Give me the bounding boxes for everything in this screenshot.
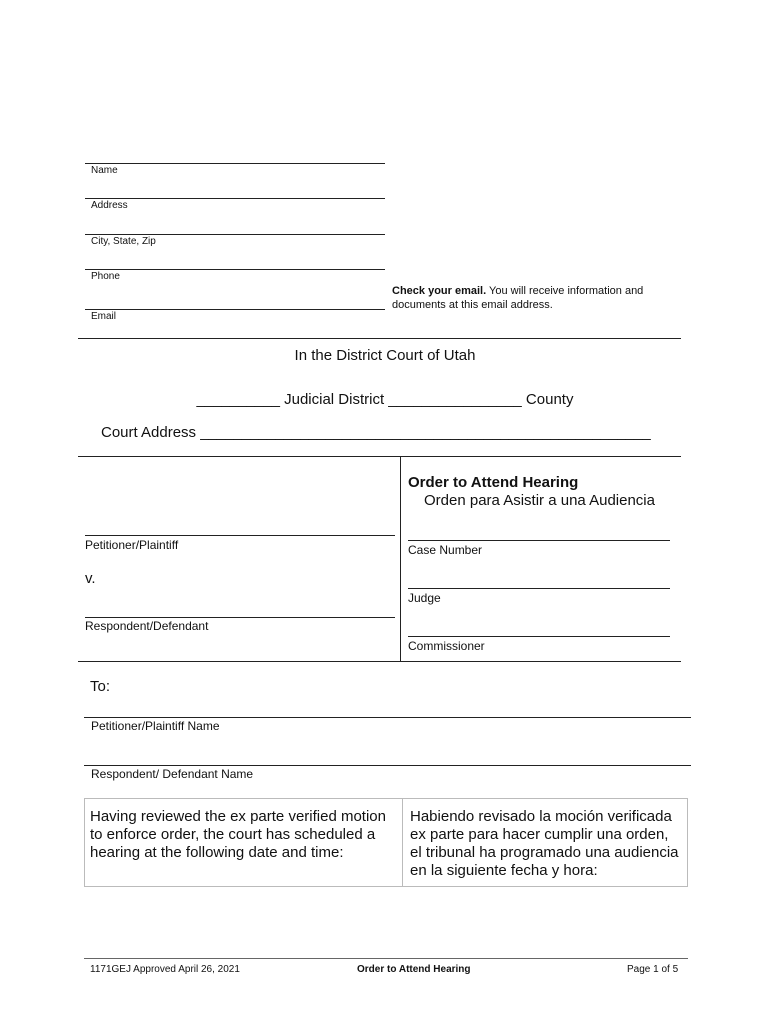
petitioner-name-line[interactable] bbox=[84, 717, 691, 718]
respondent-name-line[interactable] bbox=[84, 765, 691, 766]
address-line[interactable] bbox=[85, 198, 385, 199]
footer-divider bbox=[84, 958, 688, 959]
caption-bottom-border bbox=[78, 661, 681, 662]
city-state-zip-label: City, State, Zip bbox=[91, 236, 156, 247]
judge-label: Judge bbox=[408, 591, 441, 605]
court-address-line[interactable]: Court Address ______________________________________________________ bbox=[101, 424, 651, 441]
petitioner-line[interactable] bbox=[85, 535, 395, 536]
footer-form-id: 1171GEJ Approved April 26, 2021 bbox=[90, 964, 240, 975]
footer-page: Page 1 of 5 bbox=[627, 964, 679, 975]
case-number-line[interactable] bbox=[408, 540, 670, 541]
caption-top-border bbox=[78, 456, 681, 457]
notice-divider bbox=[402, 798, 403, 887]
judge-line[interactable] bbox=[408, 588, 670, 589]
name-line[interactable] bbox=[85, 163, 385, 164]
email-note-bold: Check your email. bbox=[392, 285, 487, 297]
respondent-label: Respondent/Defendant bbox=[85, 619, 209, 633]
footer-title: Order to Attend Hearing bbox=[357, 964, 471, 975]
email-label: Email bbox=[91, 311, 117, 322]
district-county-line[interactable]: __________ Judicial District ________________ County bbox=[196, 391, 574, 408]
email-note bbox=[392, 284, 672, 312]
email-line[interactable] bbox=[85, 309, 385, 310]
notice-english: Having reviewed the ex parte verified motion to enforce order, the court has scheduled a hearing at the following date and time: bbox=[90, 808, 386, 861]
court-title: In the District Court of Utah bbox=[294, 347, 476, 364]
phone-label: Phone bbox=[91, 271, 120, 282]
caption-divider bbox=[400, 456, 401, 661]
petitioner-label: Petitioner/Plaintiff bbox=[85, 538, 179, 552]
order-title: Order to Attend Hearing bbox=[408, 474, 579, 491]
notice-spanish: Habiendo revisado la moción verificada ex parte para hacer cumplir una orden, el tribunal ha programado una audiencia en la siguiente fecha y hora: bbox=[410, 808, 679, 879]
case-number-label: Case Number bbox=[408, 543, 483, 557]
phone-line[interactable] bbox=[85, 269, 385, 270]
commissioner-line[interactable] bbox=[408, 636, 670, 637]
address-label: Address bbox=[91, 200, 128, 211]
petitioner-name-label: Petitioner/Plaintiff Name bbox=[91, 719, 220, 733]
versus-label: v. bbox=[85, 570, 96, 587]
commissioner-label: Commissioner bbox=[408, 639, 485, 653]
name-label: Name bbox=[91, 165, 118, 176]
order-title-spanish: Orden para Asistir a una Audiencia bbox=[424, 492, 655, 509]
email-note-text: You will receive information and documents at this email address. bbox=[392, 285, 644, 311]
header-divider bbox=[78, 338, 681, 339]
respondent-name-label: Respondent/ Defendant Name bbox=[91, 767, 254, 781]
to-heading: To: bbox=[90, 678, 111, 695]
city-state-zip-line[interactable] bbox=[85, 234, 385, 235]
respondent-line[interactable] bbox=[85, 617, 395, 618]
